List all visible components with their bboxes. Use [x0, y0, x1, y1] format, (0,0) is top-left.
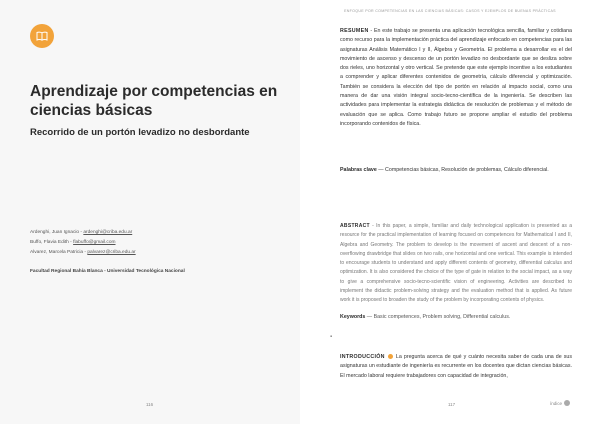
abstract-label: ABSTRACT: [340, 223, 370, 229]
page-number: 117: [448, 402, 456, 407]
author-name: Alvarez, Marcela Patricia -: [30, 250, 88, 255]
author-item: [30, 238, 280, 248]
resumen-section: [340, 27, 572, 129]
abstract-section: [340, 222, 572, 306]
author-item: [30, 228, 280, 238]
page-title: Aprendizaje por competencias en ciencias básicas: [30, 83, 278, 119]
gear-icon: [564, 400, 570, 406]
index-link-label: índice: [549, 400, 562, 406]
faculty-affiliation: Facultad Regional Bahía Blanca - Universidad Tecnológica Nacional: [30, 269, 185, 274]
keywords-text: — Basic competences, Problem solving, Differential calculus.: [365, 314, 511, 320]
keywords-section: [340, 313, 572, 322]
author-item: [30, 248, 280, 258]
intro-section: [340, 353, 572, 381]
author-name: Ardenghi, Juan Ignacio -: [30, 230, 84, 235]
page-number: 116: [146, 402, 154, 407]
intro-text: La pregunta acerca de qué y cuánto necesita saber de cada una de sus asignaturas un estudiante de ingeniería es recurrente en los docentes que dictan ciencias básicas. El mercado laboral requiere trabajadores con capacidad de integración,: [340, 354, 572, 379]
author-email-link[interactable]: palvarez@criba.edu.ar: [87, 250, 136, 255]
right-page: [300, 0, 600, 424]
accent-dot-icon: [388, 354, 393, 359]
keywords-label: Keywords: [340, 314, 366, 320]
resumen-text: - En este trabajo se presenta una aplicación tecnológica sencilla, familiar y cotidiana como recurso para la implementación práctica del aprendizaje enfocado en competencias para las asignaturas Análisis Matemático I y II, Álgebra y Geometría. El problema a desarrollar es el del movimiento de ascenso y descenso de un portón levadizo no desbordante que se desliza sobre dos rieles, uno horizontal y otro vertical. Se pretende que este ejemplo incentive a los estudiantes a comprender y aplicar diferentes contenidos de geometría, cálculo diferencial y optimización. También se considera la elección del tipo de portón en relación al impacto social, como una manera de dar una visión integral socio-tecno-científica de la ingeniería. Se describen las actividades para implementar la estrategia didáctica de resolución de problemas y el método de evaluación que se aplica. Como trabajo futuro se propone ampliar el estudio del problema incorporando contenidos de física.: [340, 28, 572, 127]
palabras-clave-text: — Competencias básicas, Resolución de problemas, Cálculo diferencial.: [376, 167, 549, 173]
author-name: Buffo, Flavia Edith -: [30, 240, 74, 245]
book-icon: [30, 24, 54, 48]
resumen-label: RESUMEN: [340, 28, 369, 34]
abstract-text: - In this paper, a simple, familiar and daily technological application is presented as a resource for the practical implementation of learning focused on competences for Mathematical I and II, Algebra and Geometry. The problem to develop is the movement of ascent and descent of a non-overflowing drawbridge that slides on two rails, one horizontal and one vertical. This example is intended to encourage students to understand and apply different contents of geometry, differential calculus and optimization. It is also considered the choice of the type of gate in relation to the social impact, as a way to give a comprehensive socio-tecno-scientific vision of engineering. Activities are described to implement the didactic problem-solving strategy and the evaluation method that is applied. As future work it is proposed to broaden the study of the problem by incorporating contents of physics.: [340, 223, 572, 304]
index-link[interactable]: [550, 400, 570, 406]
author-email-link[interactable]: flabuffo@gmail.com: [73, 240, 116, 245]
page-subtitle: Recorrido de un portón levadizo no desbordante: [30, 127, 250, 138]
running-header: ENFOQUE POR COMPETENCIAS EN LAS CIENCIAS BÁSICAS: CASOS Y EJEMPLOS DE BUENAS PRÁCTICAS: [344, 9, 556, 13]
author-email-link[interactable]: ardenghi@criba.edu.ar: [83, 230, 133, 235]
palabras-clave-section: [340, 166, 572, 175]
palabras-clave-label: Palabras clave: [340, 167, 377, 173]
author-list: [30, 228, 280, 258]
intro-label: INTRODUCCIÓN: [340, 354, 385, 360]
section-bullet: ▪: [330, 334, 333, 340]
